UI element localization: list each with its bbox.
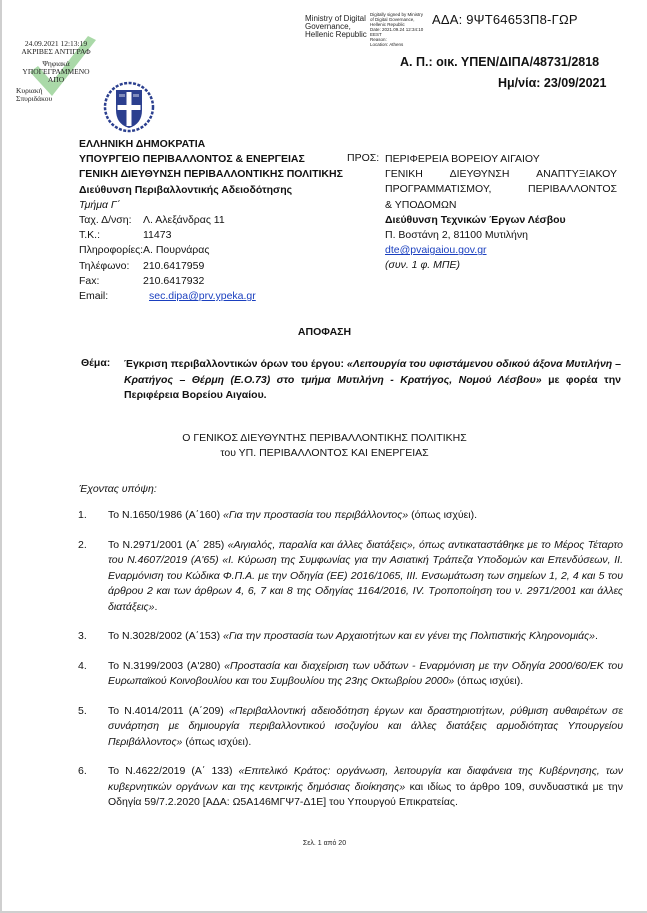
item-law: Το Ν.2971/2001 (Α΄ 285)	[108, 538, 228, 551]
recipient-email-link[interactable]: dte@pvaigaiou.gov.gr	[385, 244, 487, 257]
item-note: και ιδίως το άρθρο 109, συνδυαστικά με την Οδηγία 59/7.2.2020 [ΑΔΑ: Ω5Α146ΜΓΨ7-Δ1Ε] του Υπουργού Επικρατείας.	[108, 780, 624, 808]
sender-ministry: ΥΠΟΥΡΓΕΙΟ ΠΕΡΙΒΑΛΛΟΝΤΟΣ & ΕΝΕΡΓΕΙΑΣ	[79, 153, 305, 166]
field-value: Α. Πουρνάρας	[143, 244, 210, 257]
signature-detail: Hellenic Republic	[370, 22, 405, 27]
digital-signature-org	[305, 15, 367, 39]
signature-detail: EEST	[370, 32, 382, 37]
item-note: .	[154, 600, 158, 613]
item-text	[108, 538, 623, 616]
list-item	[78, 704, 623, 751]
item-text	[108, 659, 623, 690]
recipient-block	[385, 152, 617, 274]
item-law: Το Ν.3028/2002 (Α΄153)	[108, 630, 223, 642]
list-item	[78, 508, 623, 524]
sender-field-phone	[79, 259, 343, 274]
issuer-line: Ο ΓΕΝΙΚΟΣ ΔΙΕΥΘΥΝΤΗΣ ΠΕΡΙΒΑΛΛΟΝΤΙΚΗΣ ΠΟΛΙΤΙΚΗΣ	[182, 432, 467, 444]
sender-general-directorate: ΓΕΝΙΚΗ ΔΙΕΥΘΥΝΣΗ ΠΕΡΙΒΑΛΛΟΝΤΙΚΗΣ ΠΟΛΙΤΙΚΗΣ	[79, 168, 343, 181]
item-number: 6.	[78, 765, 87, 777]
recipient-line: ΠΡΟΓΡΑΜΜΑΤΙΣΜΟΥ, ΠΕΡΙΒΑΛΛΟΝΤΟΣ	[385, 183, 617, 196]
stamp-signer	[16, 87, 96, 103]
sender-field-fax	[79, 274, 343, 289]
sender-block	[79, 137, 343, 304]
item-law: Το Ν.1650/1986 (Α΄160)	[108, 509, 223, 521]
stamp-signer-first: Κυριακή	[16, 86, 43, 95]
signature-detail: Reason:	[370, 37, 387, 42]
sender-department: Τμήμα Γ΄	[79, 198, 121, 211]
field-label: Τ.Κ.:	[79, 229, 101, 242]
issuer-line: του ΥΠ. ΠΕΡΙΒΑΛΛΟΝΤΟΣ ΚΑΙ ΕΝΕΡΓΕΙΑΣ	[220, 447, 429, 459]
field-label: Fax:	[79, 274, 100, 287]
subject-project-title: «Λειτουργία του υφιστάμενου οδικού άξονα Μυτιλήνη – Κρατήγος – Θέρμη (Ε.Ο.73) στο τμήμα Μυτιλήνη - Κρατήγος, Νομού Λέσβου»	[124, 358, 621, 386]
item-title: «Για την προστασία του περιβάλλοντος»	[223, 509, 409, 521]
signature-org-line: Hellenic Republic	[305, 30, 367, 39]
item-number: 3.	[78, 630, 87, 642]
signature-detail: Location: Athens	[370, 42, 404, 47]
issuer-block	[2, 431, 647, 461]
document-date: Ημ/νία: 23/09/2021	[498, 76, 607, 90]
recipient-address: Π. Βοστάνη 2, 81100 Μυτιλήνη	[385, 229, 528, 242]
sender-directorate: Διεύθυνση Περιβαλλοντικής Αδειοδότησης	[79, 183, 293, 196]
subject-prefix: Έγκριση περιβαλλοντικών όρων του έργου:	[124, 358, 347, 370]
field-value: 11473	[143, 229, 172, 242]
item-number: 2.	[78, 538, 87, 551]
field-value: Λ. Αλεξάνδρας 11	[143, 214, 225, 227]
item-law: Το Ν.3199/2003 (Α'280)	[108, 659, 225, 672]
item-text	[108, 508, 623, 524]
item-title: «Για την προστασία των Αρχαιοτήτων και εν γένει της Πολιτιστικής Κληρονομιάς»	[223, 630, 596, 642]
signature-detail: Digitally signed by Ministry	[370, 12, 424, 17]
item-law: Το Ν.4622/2019 (Α΄ 133)	[108, 765, 239, 777]
item-note: .	[595, 630, 598, 642]
sender-country: ΕΛΛΗΝΙΚΗ ΔΗΜΟΚΡΑΤΙΑ	[79, 138, 206, 150]
field-value: 210.6417959	[143, 259, 205, 272]
field-value: 210.6417932	[143, 274, 205, 287]
sender-email-link[interactable]: sec.dipa@prv.ypeka.gr	[149, 290, 256, 303]
recipient-line: & ΥΠΟΔΟΜΩΝ	[385, 198, 457, 211]
list-item	[78, 629, 623, 645]
signature-detail: of Digital Governance,	[370, 17, 415, 22]
coat-of-arms-icon	[103, 80, 155, 134]
ada-code: ΑΔΑ: 9ΨΤ64653Π8-ΓΩΡ	[432, 12, 578, 27]
list-item	[78, 764, 623, 811]
legal-basis-list	[78, 508, 623, 825]
page-number: Σελ. 1 από 20	[302, 840, 347, 847]
item-title: «Περιβαλλοντική αδειοδότηση έργων και δραστηριοτήτων, ρύθμιση αυθαιρέτων σε συνάρτηση με δημιουργία περιβαλλοντικού ισοζυγίου και άλλες διατάξεις αρμοδιότητας Υπουργείου Περιβάλλοντος»	[108, 704, 623, 748]
stamp-datetime: 24.09.2021 12:13:19	[24, 39, 88, 48]
item-note: (όπως ισχύει).	[454, 675, 524, 687]
recipient-note: (συν. 1 φ. ΜΠΕ)	[385, 259, 460, 272]
field-label: Ταχ. Δ/νση:	[79, 214, 132, 227]
sender-field-email	[79, 289, 343, 304]
sender-field-postcode	[79, 228, 343, 243]
stamp-line: ΑΚΡΙΒΕΣ ΑΝΤΙΓΡΑΦ	[21, 47, 91, 56]
item-law: Το Ν.4014/2011 (Α΄209)	[108, 704, 229, 717]
recipient-line: ΠΕΡΙΦΕΡΕΙΑ ΒΟΡΕΙΟΥ ΑΙΓΑΙΟΥ	[385, 153, 540, 165]
item-title: «Προστασία και διαχείριση των υδάτων - Εναρμόνιση με την Οδηγία 2000/60/ΕΚ του Ευρωπαϊκού Κοινοβουλίου και του Συμβουλίου της 23ης Οκτωβρίου 2000»	[108, 659, 623, 687]
sender-field-info	[79, 243, 343, 258]
item-note: (όπως ισχύει).	[408, 509, 478, 521]
list-item	[78, 659, 623, 690]
item-title: «Επιτελικό Κράτος: οργάνωση, λειτουργία και διαφάνεια της Κυβέρνησης, των κυβερνητικών οργάνων και της κεντρικής δημόσιας διοίκησης»	[108, 765, 623, 793]
signature-org-line: Ministry of Digital	[305, 14, 366, 23]
list-item	[78, 538, 623, 616]
recipient-line: ΓΕΝΙΚΗ ΔΙΕΥΘΥΝΣΗ ΑΝΑΠΤΥΞΙΑΚΟΥ	[385, 168, 617, 181]
item-text	[108, 704, 623, 751]
field-label: Email:	[79, 290, 109, 303]
item-text	[108, 629, 623, 645]
item-note: (όπως ισχύει).	[182, 735, 252, 748]
sender-field-address	[79, 213, 343, 228]
stamp-line: ΥΠΟΓΕΓΡΑΜΜΕΝΟ	[22, 67, 90, 76]
recipient-directorate: Διεύθυνση Τεχνικών Έργων Λέσβου	[385, 213, 566, 226]
certified-copy-stamp	[16, 40, 96, 102]
field-label: Πληροφορίες:	[79, 244, 144, 257]
item-title: «Αιγιαλός, παραλία και άλλες διατάξεις», όπως αντικαταστάθηκε με το Μέρος Τέταρτο του Ν.4607/2019 (Α'65) «Ι. Κύρωση της Συμφωνίας για την Ασιατική Τράπεζα Υποδομών και Επενδύσεων, ΙΙ. Εναρμόνιση του Κώδικα Φ.Π.Α. με την Οδηγία (ΕΕ) 2016/1065, ΙΙΙ. Ενσωμάτωση των σημείων 1, 2, 4 και 5 του άρθρου 2 και των άρθρων 4, 6, 7 και 8 της Οδηγίας 1164/2016, IV. Τροποποίηση του ν. 2971/2001 και άλλες διατάξεις»	[108, 538, 623, 613]
signature-org-line: Governance,	[305, 22, 351, 31]
stamp-signer-last: Σπυριδάκου	[16, 94, 53, 103]
subject-label: Θέμα:	[81, 357, 111, 369]
protocol-number: Α. Π.: οικ. ΥΠΕΝ/ΔΙΠΑ/48731/2818	[400, 55, 600, 69]
stamp-line: ΑΠΟ	[47, 75, 65, 84]
field-label: Τηλέφωνο:	[79, 259, 130, 272]
subject-suffix: με φορέα την Περιφέρεια Βορείου Αιγαίου.	[124, 373, 621, 401]
stamp-line: Ψηφιακά	[42, 59, 70, 68]
subject-text	[124, 357, 621, 404]
decision-title: ΑΠΟΦΑΣΗ	[297, 326, 352, 338]
item-number: 5.	[78, 704, 87, 717]
item-number: 4.	[78, 659, 87, 672]
digital-signature-details	[370, 12, 430, 47]
signature-detail: Date: 2021.09.24 12:34:10	[370, 27, 424, 32]
item-number: 1.	[78, 509, 87, 521]
recipient-label: ΠΡΟΣ:	[347, 152, 380, 164]
item-text	[108, 764, 623, 811]
having-regard-heading: Έχοντας υπόψη:	[79, 483, 157, 495]
